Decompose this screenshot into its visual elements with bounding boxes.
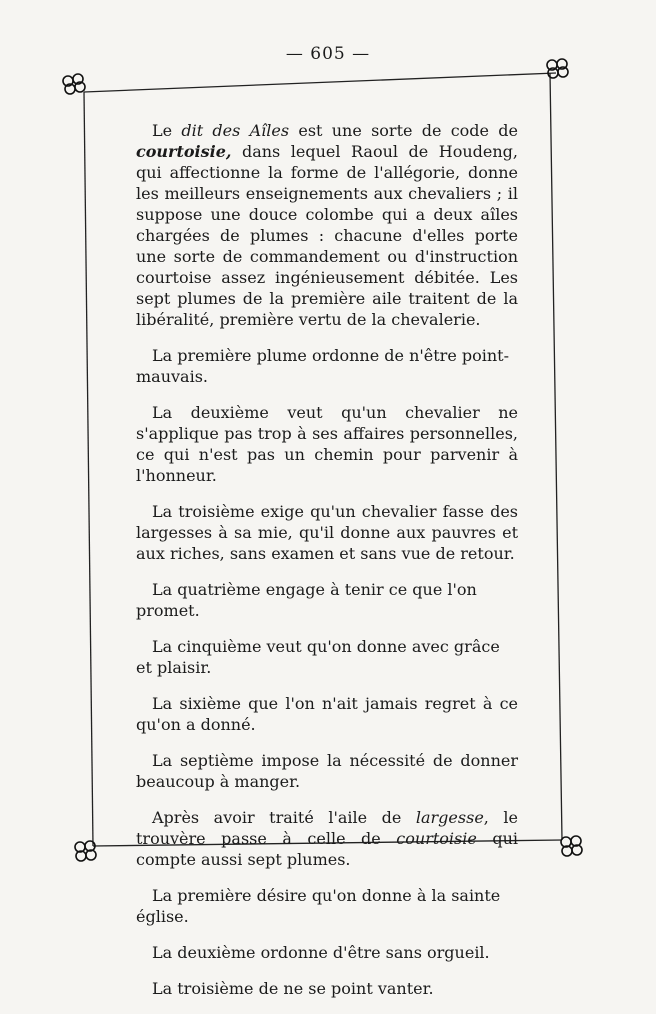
paragraph: La cinquième veut qu'on donne avec grâce et plaisir. [136,637,500,677]
border-right-line [550,73,562,840]
paragraph: La sixième que l'on n'ait jamais regret à ce qu'on a donné. [136,694,518,734]
border-top-line [84,73,556,92]
page-number: — 605 — [285,44,371,64]
paragraph: La quatrième engage à tenir ce que l'on promet. [136,580,477,620]
paragraph-courtoisie: Après avoir traité l'aile de largesse, le trouvère passe à celle de courtoisie qui compte aussi sept plumes. [136,808,519,869]
corner-ornament-bottom-right [561,836,582,856]
paragraph: La deuxième ordonne d'être sans orgueil. [152,943,490,962]
paragraph: La première désire qu'on donne à la sainte église. [136,886,501,926]
paragraph: La première plume ordonne de n'être point-mauvais. [136,346,510,386]
body-text [136,120,518,1014]
paragraph: La septième impose la nécessité de donner beaucoup à manger. [136,751,518,791]
paragraph-intro: Le dit des Aîles est une sorte de code de courtoisie, dans lequel Raoul de Houdeng, qui affectionne la forme de l'allégorie, donne les meilleurs enseignements aux chevaliers ; il suppose une douce colombe qui a deux aîles chargées de plumes : chacune d'elles porte une sorte de commandement ou d'instruction courtoise assez ingénieusement débitée. Les sept plumes de la première aile traitent de la libéralité, première vertu de la chevalerie. [136,121,518,329]
paragraph: La deuxième veut qu'un chevalier ne s'applique pas trop à ses affaires personnelles, ce qui n'est pas un chemin pour parvenir à l'honneur. [136,403,518,485]
paragraph: La troisième exige qu'un chevalier fasse des largesses à sa mie, qu'il donne aux pauvres et aux riches, sans examen et sans vue de retour. [136,502,518,563]
corner-ornament-top-left [63,74,85,94]
paragraph: La troisième de ne se point vanter. [152,979,434,998]
border-left-line [84,92,93,846]
